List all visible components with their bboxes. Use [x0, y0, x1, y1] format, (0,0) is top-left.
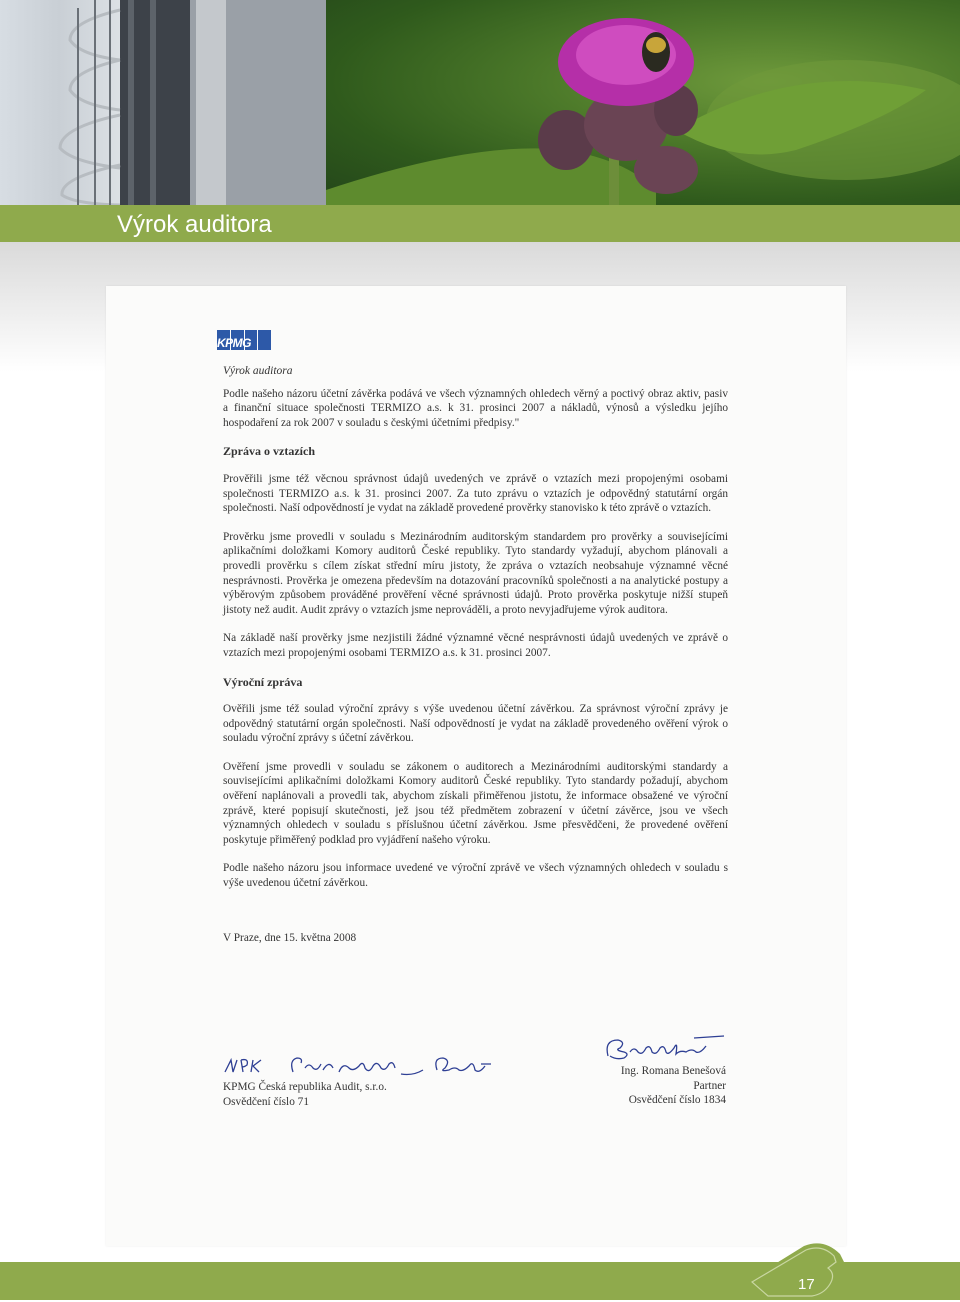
- section-title-relations: Zpráva o vztazích: [223, 444, 315, 459]
- relations-paragraph-2: Prověrku jsme provedli v souladu s Mezinárodním auditorským standardem pro prověrky a souvisejícími aplikačními doložkami Komory auditorů České republiky. Tyto standardy vyžadují, abychom plánovali a provedli prověrku s cílem získat střední míru jistoty, že zpráva o vztazích neobsahuje významné věcné nesprávnosti. Prověrka je omezena především na dotazování pracovníků společnosti a na analytické postupy a výběrovým způsobem prováděné prověření věcné správnosti údajů. Proto prověrka poskytuje nižší stupeň jistoty než audit. Audit zprávy o vztazích jsme neprováděli, a proto nevyjadřujeme výrok auditora.: [223, 530, 728, 616]
- annual-report-paragraph-1: Ověřili jsme též soulad výroční zprávy s výše uvedenou účetní závěrkou. Za správnost výroční zprávy je odpovědný statutární orgán společnosti. Naší odpovědností je vydat na základě provedeného ověření výrok o souladu výroční zprávy s účetní závěrkou.: [223, 703, 728, 745]
- building-photo: [0, 0, 326, 205]
- annual-report-paragraph-3: Podle našeho názoru jsou informace uvedené ve výroční zprávě ve všech významných ohledech v souladu s výše uvedenou účetní závěrkou.: [223, 862, 728, 890]
- firm-name: KPMG Česká republika Audit, s.r.o.: [223, 1081, 387, 1093]
- place-date: V Praze, dne 15. května 2008: [223, 931, 357, 944]
- thistle-photo: [326, 0, 960, 205]
- document-heading: Výrok auditora: [223, 365, 293, 377]
- scanned-document: [106, 286, 846, 1246]
- auditor-certificate: Osvědčení číslo 1834: [628, 1094, 726, 1107]
- header-banner: [0, 0, 960, 205]
- document-body: [223, 364, 728, 945]
- firm-signature-block: [223, 1054, 513, 1109]
- firm-signature: [223, 1054, 513, 1080]
- auditor-role: Partner: [693, 1079, 726, 1092]
- page-badge-icon: [744, 1240, 848, 1302]
- auditor-signature-block: [596, 1034, 726, 1108]
- opinion-paragraph: Podle našeho názoru účetní závěrka podává ve všech významných ohledech věrný a poctivý obraz aktiv, pasiv a finanční situace společnosti TERMIZO a.s. k 31. prosinci 2007 a nákladů, výnosů a výsledku jejího hospodaření za rok 2007 v souladu s českými účetními předpisy.": [223, 387, 728, 429]
- relations-paragraph-3: Na základě naší prověrky jsme nezjistili žádné významné věcné nesprávnosti údajů uvedených ve zprávě o vztazích mezi propojenými osobami TERMIZO a.s. k 31. prosinci 2007.: [223, 632, 728, 659]
- auditor-name: Ing. Romana Benešová: [620, 1065, 726, 1077]
- section-title-annual-report: Výroční zpráva: [223, 674, 303, 689]
- relations-paragraph-1: Prověřili jsme též věcnou správnost údajů uvedených ve zprávě o vztazích mezi propojenými osobami společnosti TERMIZO a.s. k 31. prosinci 2007. Za tuto zprávu o vztazích je odpovědný statutární orgán společnosti. Naší odpovědností je vydat na základě provedené prověrky stanovisko k této zprávě o vztazích.: [223, 472, 728, 515]
- annual-report-paragraph-2: Ověření jsme provedli v souladu se zákonem o auditorech a Mezinárodními auditorskými standardy a souvisejícími aplikačními doložkami Komory auditorů České republiky. Tyto standardy požadují, abychom ověření naplánovali a provedli tak, abychom získali přiměřenou jistotu, že informace obsažené ve výroční zprávě, které popisují skutečnosti, jež jsou též předmětem zobrazení v účetní závěrce, jsou ve všech významných ohledech v souladu s příslušnou účetní závěrkou. Jsme přesvědčeni, že provedené ověření poskytuje přiměřený podklad pro vyjádření našeho výroku.: [223, 760, 728, 846]
- kpmg-logo-text: KPMG: [217, 336, 251, 350]
- page-number: 17: [798, 1276, 815, 1293]
- firm-certificate: Osvědčení číslo 71: [223, 1095, 309, 1108]
- title-bar: [0, 205, 960, 242]
- auditor-signature: [596, 1034, 726, 1064]
- page-title: Výrok auditora: [117, 211, 272, 238]
